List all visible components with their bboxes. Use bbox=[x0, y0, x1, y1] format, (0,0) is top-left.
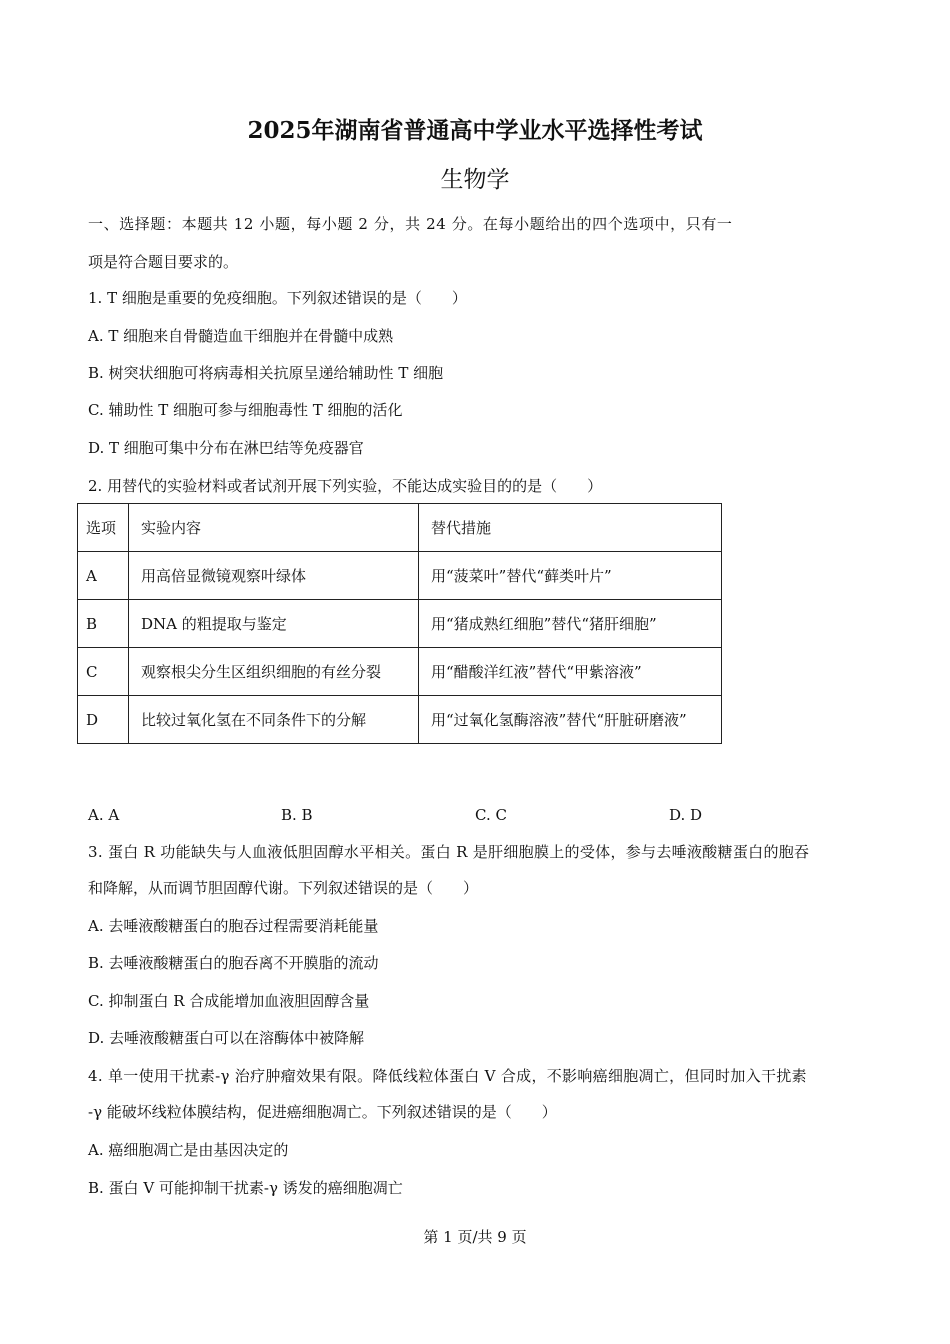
table-row bbox=[78, 552, 722, 600]
question-1-stem: 1. T 细胞是重要的免疫细胞。下列叙述错误的是（ ） bbox=[88, 289, 467, 307]
question-1-option-a: A. T 细胞来自骨髓造血干细胞并在骨髓中成熟 bbox=[88, 327, 394, 345]
table-row bbox=[78, 696, 722, 744]
table-header-row bbox=[78, 504, 722, 552]
table-header-cell: 实验内容 bbox=[129, 504, 419, 552]
subject-title: 生物学 bbox=[440, 167, 510, 193]
question-3-stem-line2: 和降解，从而调节胆固醇代谢。下列叙述错误的是（ ） bbox=[88, 879, 479, 897]
section-instructions-line2: 项是符合题目要求的。 bbox=[88, 253, 239, 271]
question-2-answer-a: A. A bbox=[88, 806, 120, 824]
table-row bbox=[78, 648, 722, 696]
table-cell: C bbox=[78, 648, 129, 696]
page-number: 第 1 页/共 9 页 bbox=[423, 1228, 527, 1246]
table-cell: 用高倍显微镜观察叶绿体 bbox=[129, 552, 419, 600]
question-2-answer-c: C. C bbox=[475, 806, 507, 824]
question-3-option-d: D. 去唾液酸糖蛋白可以在溶酶体中被降解 bbox=[88, 1029, 365, 1047]
question-4-stem-line1: 4. 单一使用干扰素-γ 治疗肿瘤效果有限。降低线粒体蛋白 V 合成，不影响癌细胞凋亡，但同时加入干扰素 bbox=[88, 1067, 807, 1085]
table-cell: D bbox=[78, 696, 129, 744]
question-2-table bbox=[77, 503, 722, 744]
table-cell: A bbox=[78, 552, 129, 600]
question-3-option-b: B. 去唾液酸糖蛋白的胞吞离不开膜脂的流动 bbox=[88, 954, 379, 972]
question-1-option-c: C. 辅助性 T 细胞可参与细胞毒性 T 细胞的活化 bbox=[88, 401, 403, 419]
exam-title: 2025年湖南省普通高中学业水平选择性考试 bbox=[247, 117, 703, 144]
table-cell: 用“过氧化氢酶溶液”替代“肝脏研磨液” bbox=[419, 696, 722, 744]
question-4-option-b: B. 蛋白 V 可能抑制干扰素-γ 诱发的癌细胞凋亡 bbox=[88, 1179, 403, 1197]
question-3-stem-line1: 3. 蛋白 R 功能缺失与人血液低胆固醇水平相关。蛋白 R 是肝细胞膜上的受体，参与去唾液酸糖蛋白的胞吞 bbox=[88, 843, 810, 861]
table-cell: 用“菠菜叶”替代“藓类叶片” bbox=[419, 552, 722, 600]
question-1-option-d: D. T 细胞可集中分布在淋巴结等免疫器官 bbox=[88, 439, 364, 457]
table-cell: DNA 的粗提取与鉴定 bbox=[129, 600, 419, 648]
section-instructions-line1: 一、选择题：本题共 12 小题，每小题 2 分，共 24 分。在每小题给出的四个选项中，只有一 bbox=[88, 215, 733, 233]
question-1-option-b: B. 树突状细胞可将病毒相关抗原呈递给辅助性 T 细胞 bbox=[88, 364, 444, 382]
table-cell: B bbox=[78, 600, 129, 648]
table-row bbox=[78, 600, 722, 648]
question-3-option-c: C. 抑制蛋白 R 合成能增加血液胆固醇含量 bbox=[88, 992, 370, 1010]
question-2-stem: 2. 用替代的实验材料或者试剂开展下列实验，不能达成实验目的的是（ ） bbox=[88, 477, 603, 495]
question-2-answer-d: D. D bbox=[669, 806, 703, 824]
question-4-stem-line2: -γ 能破坏线粒体膜结构，促进癌细胞凋亡。下列叙述错误的是（ ） bbox=[88, 1103, 557, 1121]
question-3-option-a: A. 去唾液酸糖蛋白的胞吞过程需要消耗能量 bbox=[88, 917, 379, 935]
table-header-cell: 选项 bbox=[78, 504, 129, 552]
table-cell: 比较过氧化氢在不同条件下的分解 bbox=[129, 696, 419, 744]
table-cell: 用“醋酸洋红液”替代“甲紫溶液” bbox=[419, 648, 722, 696]
table-header-cell: 替代措施 bbox=[419, 504, 722, 552]
table-cell: 观察根尖分生区组织细胞的有丝分裂 bbox=[129, 648, 419, 696]
question-2-answer-b: B. B bbox=[281, 806, 313, 824]
question-4-option-a: A. 癌细胞凋亡是由基因决定的 bbox=[88, 1141, 289, 1159]
table-cell: 用“猪成熟红细胞”替代“猪肝细胞” bbox=[419, 600, 722, 648]
